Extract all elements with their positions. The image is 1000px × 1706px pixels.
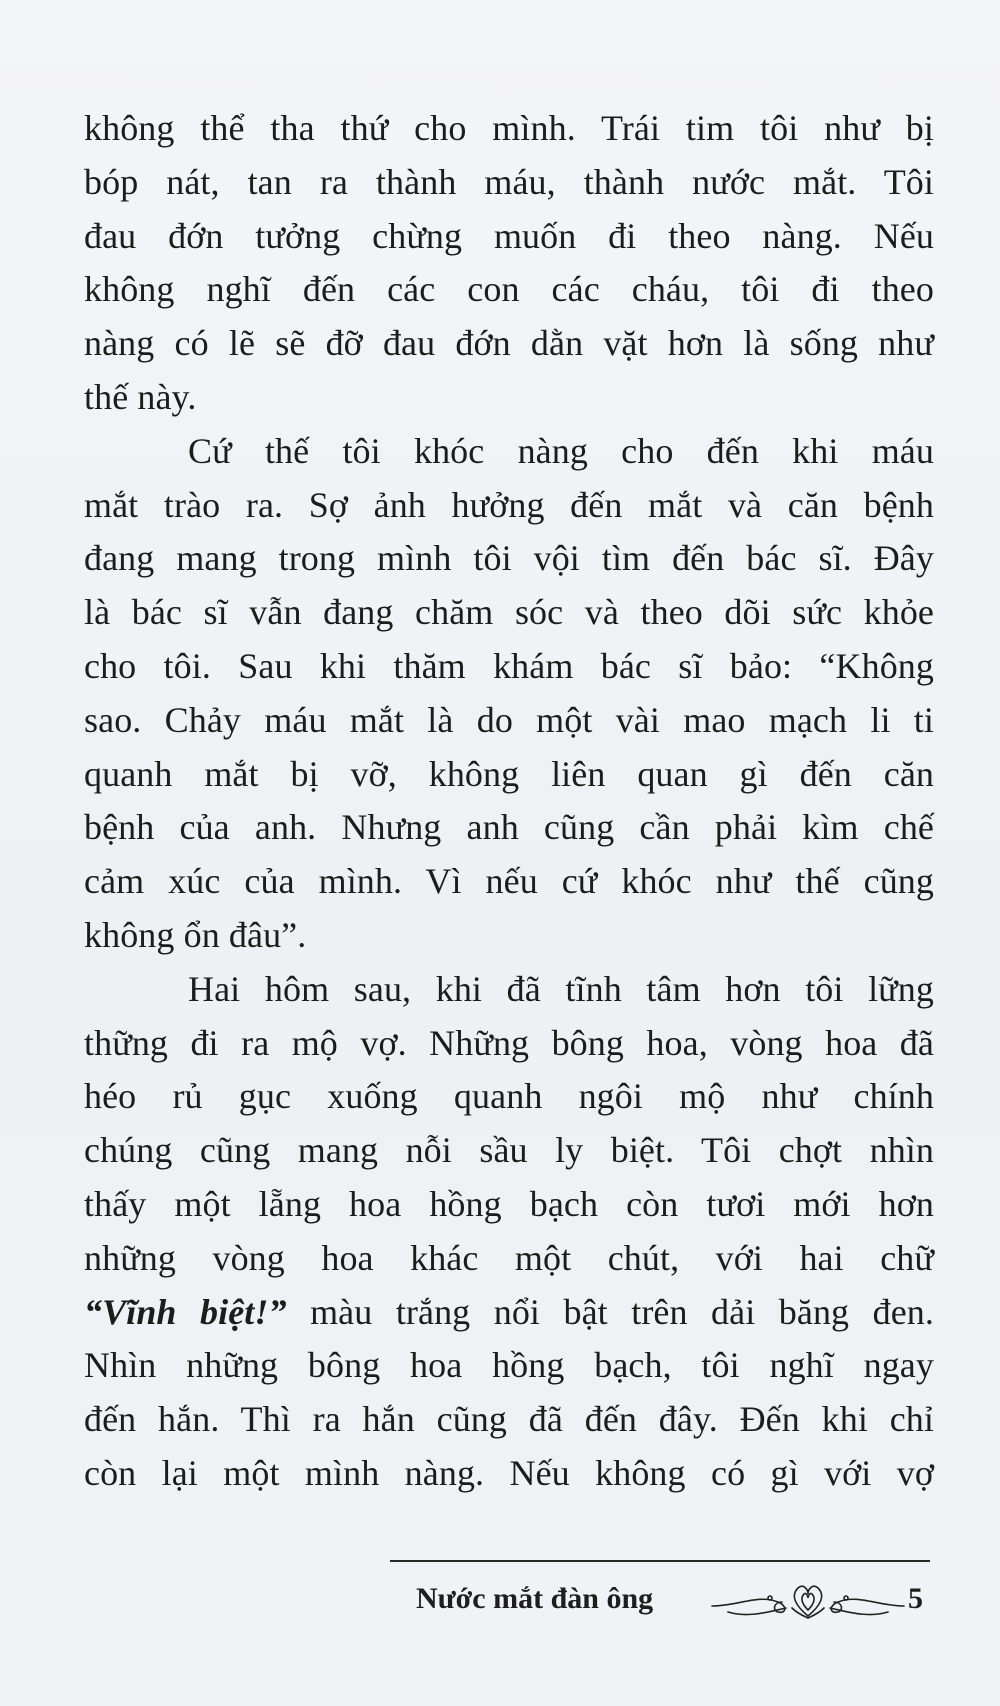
- text-line: còn lại một mình nàng. Nếu không có gì với vợ: [84, 1452, 934, 1493]
- text-line: sao. Chảy máu mắt là do một vài mao mạch li ti: [84, 699, 934, 740]
- running-title: Nước mắt đàn ông: [416, 1582, 654, 1615]
- flourish-ornament-icon: [708, 1572, 908, 1624]
- text-line: cảm xúc của mình. Vì nếu cứ khóc như thế cũng: [84, 861, 934, 902]
- text-line: nàng có lẽ sẽ đỡ đau đớn dằn vặt hơn là sống như: [84, 323, 934, 364]
- paragraph-start-line: Hai hôm sau, khi đã tĩnh tâm hơn tôi lững: [188, 968, 934, 1009]
- text-line: không ổn đâu”.: [84, 914, 307, 955]
- text-line: đến hắn. Thì ra hắn cũng đã đến đây. Đến khi chỉ: [84, 1399, 934, 1440]
- body-text: [84, 102, 934, 1501]
- text-line: những vòng hoa khác một chút, với hai chữ: [84, 1237, 934, 1278]
- text-line: chúng cũng mang nỗi sầu ly biệt. Tôi chợt nhìn: [84, 1130, 934, 1171]
- text-line: đang mang trong mình tôi vội tìm đến bác sĩ. Đây: [84, 538, 934, 579]
- text-line: là bác sĩ vẫn đang chăm sóc và theo dõi sức khỏe: [84, 592, 934, 633]
- text-line: thấy một lẵng hoa hồng bạch còn tươi mới hơn: [84, 1183, 934, 1224]
- text-line: đau đớn tưởng chừng muốn đi theo nàng. Nếu: [84, 215, 934, 256]
- paragraph-start-line: Cứ thế tôi khóc nàng cho đến khi máu: [188, 430, 934, 471]
- footer-rule: [390, 1560, 930, 1562]
- text-line: thế này.: [84, 376, 197, 417]
- text-line: bóp nát, tan ra thành máu, thành nước mắt. Tôi: [84, 161, 934, 202]
- text-line-with-emphasis: [84, 1286, 934, 1340]
- text-line: không nghĩ đến các con các cháu, tôi đi theo: [84, 269, 934, 310]
- page-footer: [390, 1560, 930, 1650]
- text-line: Nhìn những bông hoa hồng bạch, tôi nghĩ ngay: [84, 1345, 934, 1386]
- text-line-rest: màu trắng nổi bật trên dải băng đen.: [310, 1291, 934, 1332]
- text-line: bệnh của anh. Nhưng anh cũng cần phải kìm chế: [84, 807, 934, 848]
- text-line: héo rủ gục xuống quanh ngôi mộ như chính: [84, 1076, 934, 1117]
- text-line: thững đi ra mộ vợ. Những bông hoa, vòng hoa đã: [84, 1022, 934, 1063]
- emphasis-phrase: “Vĩnh biệt!”: [84, 1291, 287, 1332]
- text-line: mắt trào ra. Sợ ảnh hưởng đến mắt và căn bệnh: [84, 484, 934, 525]
- text-line: cho tôi. Sau khi thăm khám bác sĩ bảo: “Không: [84, 645, 934, 686]
- text-line: không thể tha thứ cho mình. Trái tim tôi như bị: [84, 108, 934, 148]
- text-line: quanh mắt bị vỡ, không liên quan gì đến căn: [84, 753, 934, 794]
- page-number: 5: [908, 1582, 923, 1615]
